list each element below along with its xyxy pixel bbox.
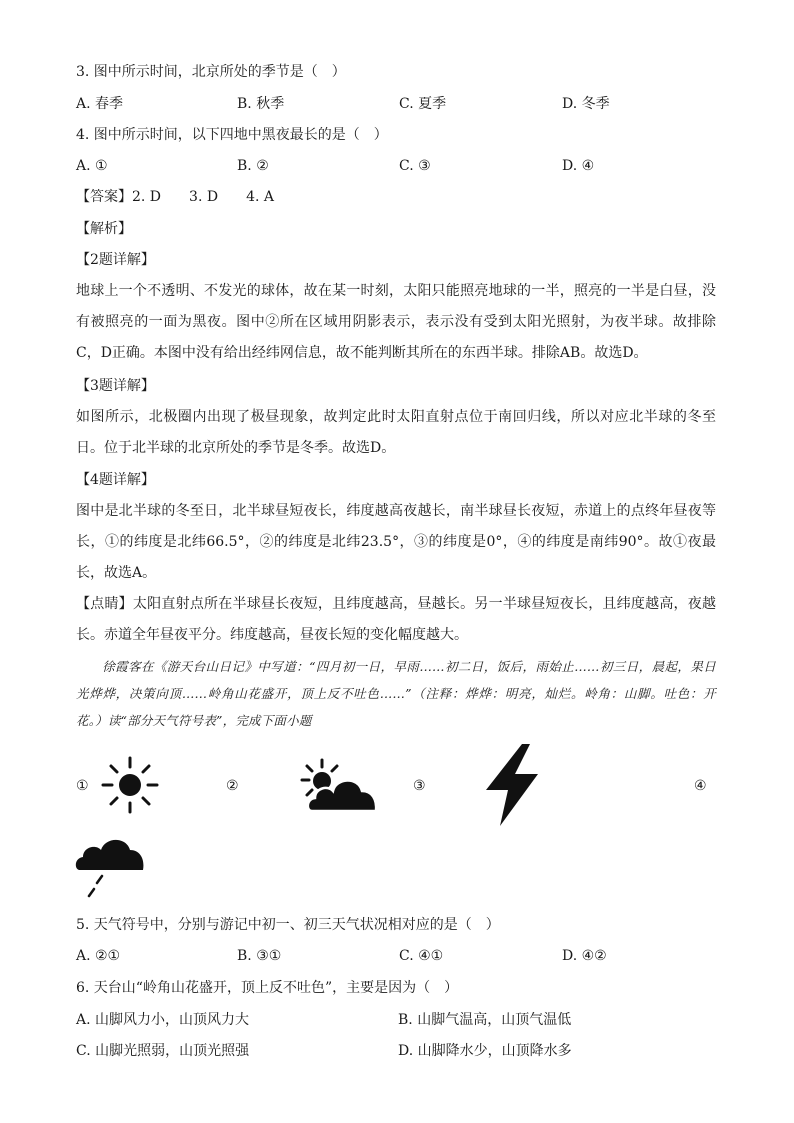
symbol-label-4: ④ — [694, 778, 707, 794]
question-4-stem: 4. 图中所示时间，以下四地中黑夜最长的是（ ） — [76, 127, 388, 143]
q4-option-d: D. ④ — [562, 158, 595, 174]
detail-4-text: 图中是北半球的冬至日，北半球昼短夜长，纬度越高夜越长，南半球昼长夜短，赤道上的点终年昼夜等长，①的纬度是北纬66.5°，②的纬度是北纬23.5°，③的纬度是0°，④的纬度是南纬90°。故①夜最长，故选A。 — [76, 503, 716, 581]
answer-line — [76, 187, 274, 207]
question-5-stem: 5. 天气符号中，分别与游记中初一、初三天气状况相对应的是（ ） — [76, 917, 500, 933]
sun-icon — [98, 755, 162, 815]
tip-paragraph — [76, 589, 716, 651]
analysis-label: 【解析】 — [76, 221, 132, 237]
detail-4-label: 【4题详解】 — [76, 472, 155, 488]
answer-text: 2. D 3. D 4. A — [132, 189, 274, 205]
symbol-label-3: ③ — [413, 778, 426, 794]
q3-option-a: A. 春季 — [76, 96, 124, 112]
q3-option-d: D. 冬季 — [562, 96, 610, 112]
symbol-label-1: ① — [76, 778, 89, 794]
tip-text: 太阳直射点所在半球昼长夜短，且纬度越高，昼越长。另一半球昼短夜长，且纬度越高，夜越长。赤道全年昼夜平分。纬度越高，昼夜长短的变化幅度越大。 — [76, 596, 717, 643]
lightning-icon — [484, 742, 540, 828]
answer-label: 【答案】 — [76, 189, 132, 205]
sun-cloud-icon — [296, 758, 380, 814]
question-6-stem: 6. 天台山“岭角山花盛开，顶上反不吐色”，主要是因为（ ） — [76, 980, 459, 996]
detail-2-text: 地球上一个不透明、不发光的球体，故在某一时刻，太阳只能照亮地球的一半，照亮的一半是白昼，没有被照亮的一面为黑夜。图中②所在区域用阴影表示，表示没有受到太阳光照射，为夜半球。故排除C，D正确。本图中没有给出经纬网信息，故不能判断其所在的东西半球。排除AB。故选D。 — [76, 283, 716, 361]
q4-option-a: A. ① — [76, 158, 108, 174]
symbol-label-2: ② — [226, 778, 239, 794]
q6-option-a: A. 山脚风力小，山顶风力大 — [76, 1012, 250, 1028]
q5-option-d: D. ④② — [562, 948, 607, 964]
q3-option-c: C. 夏季 — [399, 96, 447, 112]
detail-2-label: 【2题详解】 — [76, 252, 155, 268]
tip-label: 【点睛】 — [76, 596, 133, 612]
q3-option-b: B. 秋季 — [237, 96, 285, 112]
q6-option-d: D. 山脚降水少，山顶降水多 — [398, 1043, 572, 1059]
detail-3-label: 【3题详解】 — [76, 378, 155, 394]
rain-cloud-icon — [74, 834, 144, 902]
q6-option-b: B. 山脚气温高，山顶气温低 — [398, 1012, 572, 1028]
q5-option-c: C. ④① — [399, 948, 444, 964]
q4-option-b: B. ② — [237, 158, 269, 174]
passage-text: 徐霞客在《游天台山日记》中写道：“四月初一日，早雨……初二日，饭后，雨始止……初三日，晨起，果日光烨烨，决策向顶……岭角山花盛开，顶上反不吐色……”（注释：烨烨：明亮，灿烂。岭角：山脚。吐色：开花。）读“部分天气符号表”，完成下面小题 — [76, 659, 716, 728]
detail-3-text: 如图所示，北极圈内出现了极昼现象，故判定此时太阳直射点位于南回归线，所以对应北半球的冬至日。位于北半球的北京所处的季节是冬季。故选D。 — [76, 409, 716, 456]
q5-option-b: B. ③① — [237, 948, 282, 964]
question-3-stem: 3. 图中所示时间，北京所处的季节是（ ） — [76, 64, 346, 80]
q6-option-c: C. 山脚光照弱，山顶光照强 — [76, 1043, 250, 1059]
q4-option-c: C. ③ — [399, 158, 431, 174]
q5-option-a: A. ②① — [76, 948, 121, 964]
